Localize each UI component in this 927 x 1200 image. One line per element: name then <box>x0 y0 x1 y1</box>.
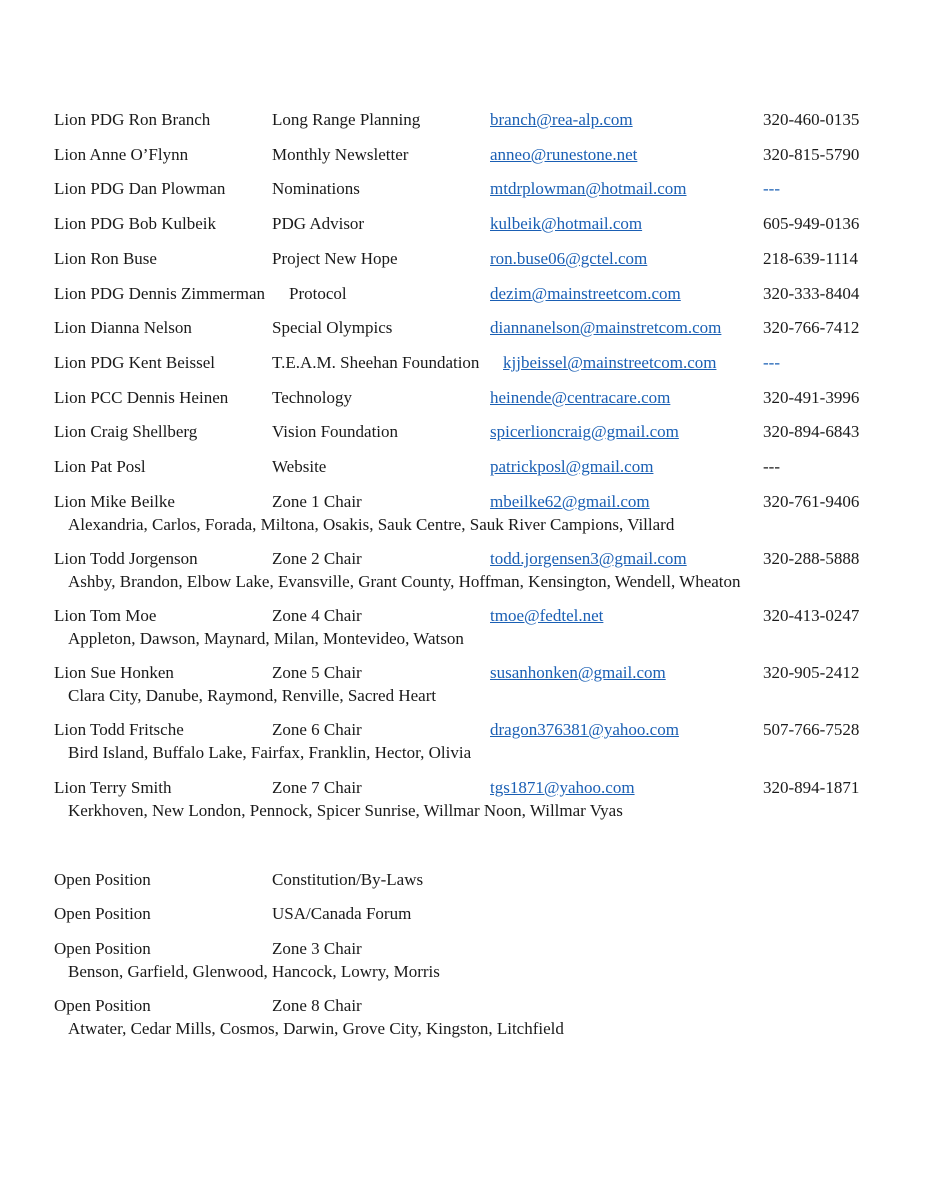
zone-chair-row <box>0 548 927 570</box>
officer-role: Vision Foundation <box>272 422 399 441</box>
zone-clubs: Alexandria, Carlos, Forada, Miltona, Osakis, Sauk Centre, Sauk River Campions, Villard <box>68 515 675 534</box>
zone-clubs: Benson, Garfield, Glenwood, Hancock, Lowry, Morris <box>68 962 440 981</box>
officer-role: Technology <box>272 388 353 407</box>
officer-row <box>0 456 927 478</box>
position-role: USA/Canada Forum <box>272 904 412 923</box>
officer-row <box>0 213 927 235</box>
email-link[interactable]: mtdrplowman@hotmail.com <box>490 179 687 198</box>
position-label: Open Position <box>54 996 151 1015</box>
email-link[interactable]: kulbeik@hotmail.com <box>490 214 643 233</box>
phone-number: 320-766-7412 <box>763 318 860 337</box>
officer-row <box>0 387 927 409</box>
officer-name: Lion Anne O’Flynn <box>54 145 189 164</box>
officer-name: Lion Dianna Nelson <box>54 318 192 337</box>
chair-role: Zone 6 Chair <box>272 720 362 739</box>
chair-role: Zone 1 Chair <box>272 492 362 511</box>
position-label: Open Position <box>54 939 151 958</box>
zone-chair-row <box>0 605 927 627</box>
email-link[interactable]: tgs1871@yahoo.com <box>490 778 635 797</box>
position-role: Zone 3 Chair <box>272 939 362 958</box>
phone-number: 605-949-0136 <box>763 214 860 233</box>
chair-role: Zone 4 Chair <box>272 606 362 625</box>
chair-role: Zone 2 Chair <box>272 549 362 568</box>
position-label: Open Position <box>54 870 151 889</box>
phone-number: 320-288-5888 <box>763 549 860 568</box>
open-position-row <box>0 938 927 960</box>
chair-name: Lion Todd Jorgenson <box>54 549 198 568</box>
officer-row <box>0 421 927 443</box>
officer-name: Lion Pat Posl <box>54 457 146 476</box>
officer-role: T.E.A.M. Sheehan Foundation <box>272 353 480 372</box>
officer-role: Nominations <box>272 179 360 198</box>
officer-role: Protocol <box>289 284 347 303</box>
email-link[interactable]: mbeilke62@gmail.com <box>490 492 650 511</box>
zone-clubs: Kerkhoven, New London, Pennock, Spicer Sunrise, Willmar Noon, Willmar Vyas <box>68 801 623 820</box>
officer-name: Lion PDG Bob Kulbeik <box>54 214 216 233</box>
phone-number: 320-905-2412 <box>763 663 860 682</box>
email-link[interactable]: heinende@centracare.com <box>490 388 671 407</box>
officer-name: Lion PDG Kent Beissel <box>54 353 216 372</box>
officer-role: Website <box>272 457 327 476</box>
chair-name: Lion Tom Moe <box>54 606 157 625</box>
position-role: Zone 8 Chair <box>272 996 362 1015</box>
phone-number: --- <box>763 179 780 198</box>
phone-number: 218-639-1114 <box>763 249 859 268</box>
officer-row <box>0 178 927 200</box>
chair-name: Lion Todd Fritsche <box>54 720 184 739</box>
chair-name: Lion Mike Beilke <box>54 492 175 511</box>
phone-number: 320-460-0135 <box>763 110 860 129</box>
phone-number: 320-333-8404 <box>763 284 860 303</box>
officer-name: Lion PCC Dennis Heinen <box>54 388 229 407</box>
officer-role: Long Range Planning <box>272 110 421 129</box>
phone-number: 507-766-7528 <box>763 720 860 739</box>
open-position-row <box>0 995 927 1017</box>
officer-role: Project New Hope <box>272 249 398 268</box>
email-link[interactable]: diannanelson@mainstretcom.com <box>490 318 722 337</box>
officer-row <box>0 352 927 374</box>
zone-chair-row <box>0 777 927 799</box>
officer-row <box>0 248 927 270</box>
chair-role: Zone 7 Chair <box>272 778 362 797</box>
zone-clubs: Clara City, Danube, Raymond, Renville, Sacred Heart <box>68 686 437 705</box>
email-link[interactable]: dezim@mainstreetcom.com <box>490 284 681 303</box>
officer-row <box>0 317 927 339</box>
phone-number: 320-491-3996 <box>763 388 860 407</box>
email-link[interactable]: tmoe@fedtel.net <box>490 606 604 625</box>
officer-role: Monthly Newsletter <box>272 145 409 164</box>
open-position-row <box>0 869 927 891</box>
phone-number: 320-894-6843 <box>763 422 860 441</box>
phone-number: --- <box>763 353 780 372</box>
chair-name: Lion Sue Honken <box>54 663 174 682</box>
zone-chair-row <box>0 662 927 684</box>
email-link[interactable]: patrickposl@gmail.com <box>490 457 654 476</box>
officer-row <box>0 144 927 166</box>
phone-number: 320-815-5790 <box>763 145 860 164</box>
zone-clubs: Appleton, Dawson, Maynard, Milan, Montevideo, Watson <box>68 629 464 648</box>
zone-clubs: Atwater, Cedar Mills, Cosmos, Darwin, Grove City, Kingston, Litchfield <box>68 1019 564 1038</box>
email-link[interactable]: susanhonken@gmail.com <box>490 663 666 682</box>
zone-chair-row <box>0 491 927 513</box>
zone-chair-row <box>0 719 927 741</box>
zone-clubs: Bird Island, Buffalo Lake, Fairfax, Franklin, Hector, Olivia <box>68 743 472 762</box>
phone-number: 320-761-9406 <box>763 492 860 511</box>
open-position-row <box>0 903 927 925</box>
officer-name: Lion Ron Buse <box>54 249 157 268</box>
officer-name: Lion PDG Dan Plowman <box>54 179 226 198</box>
email-link[interactable]: branch@rea-alp.com <box>490 110 633 129</box>
officer-name: Lion PDG Dennis Zimmerman <box>54 284 266 303</box>
chair-name: Lion Terry Smith <box>54 778 172 797</box>
officer-row <box>0 283 927 305</box>
position-label: Open Position <box>54 904 151 923</box>
officer-name: Lion PDG Ron Branch <box>54 110 211 129</box>
officer-row <box>0 109 927 131</box>
email-link[interactable]: dragon376381@yahoo.com <box>490 720 679 739</box>
email-link[interactable]: anneo@runestone.net <box>490 145 638 164</box>
phone-number: --- <box>763 457 780 476</box>
email-link[interactable]: ron.buse06@gctel.com <box>490 249 648 268</box>
phone-number: 320-413-0247 <box>763 606 860 625</box>
officer-role: PDG Advisor <box>272 214 365 233</box>
chair-role: Zone 5 Chair <box>272 663 362 682</box>
position-role: Constitution/By-Laws <box>272 870 424 889</box>
phone-number: 320-894-1871 <box>763 778 860 797</box>
email-link[interactable]: todd.jorgensen3@gmail.com <box>490 549 687 568</box>
zone-clubs: Ashby, Brandon, Elbow Lake, Evansville, Grant County, Hoffman, Kensington, Wendell, Wheaton <box>68 572 741 591</box>
email-link[interactable]: spicerlioncraig@gmail.com <box>490 422 679 441</box>
officer-role: Special Olympics <box>272 318 393 337</box>
email-link[interactable]: kjjbeissel@mainstreetcom.com <box>503 353 717 372</box>
officer-name: Lion Craig Shellberg <box>54 422 198 441</box>
